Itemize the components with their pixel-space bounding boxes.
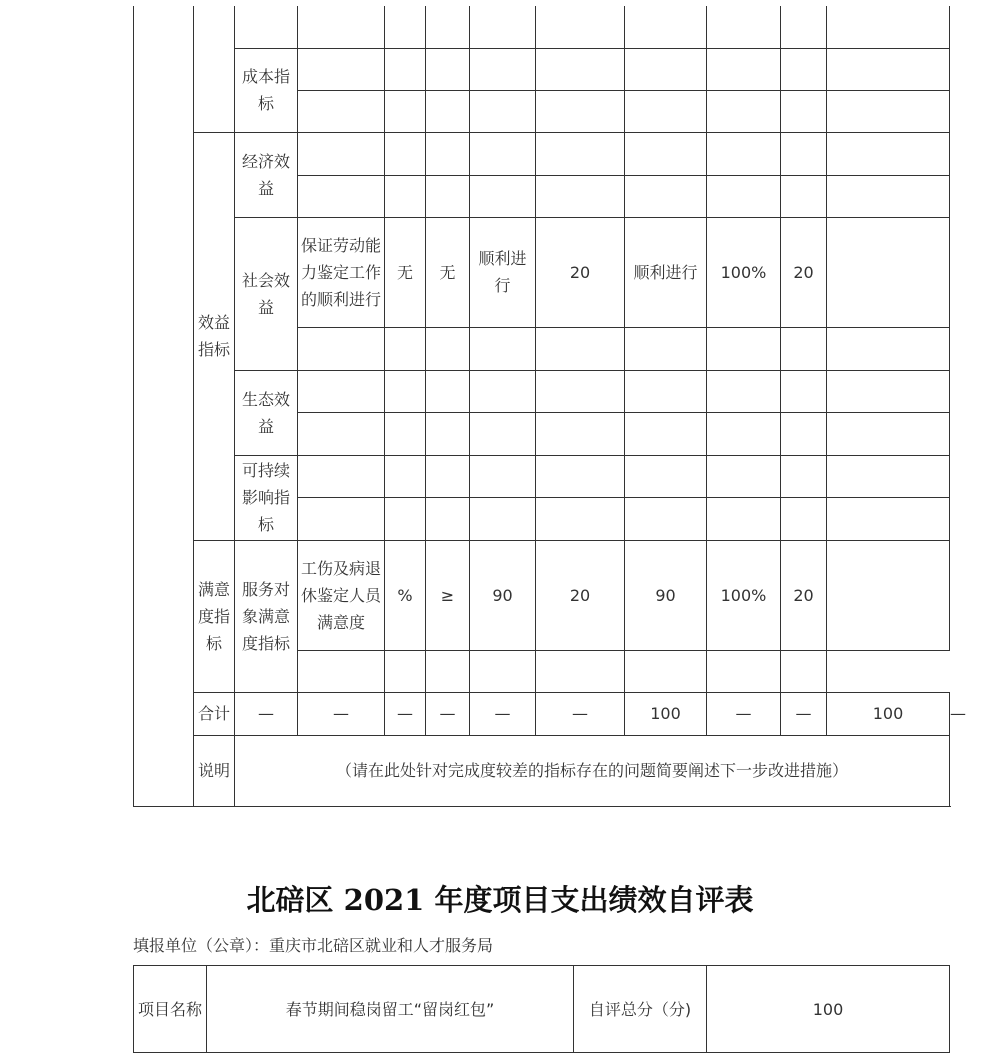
satisfaction-symbol: ≥: [426, 540, 470, 650]
blank-cell: [298, 90, 385, 132]
blank-cell: [426, 6, 470, 48]
blank-cell: [298, 412, 385, 455]
total-label: 合计: [194, 692, 235, 735]
dash-cell: —: [781, 692, 827, 735]
blank-cell: [470, 48, 536, 90]
social-rate: 100%: [707, 217, 781, 327]
blank-cell: [625, 497, 707, 540]
social-unit: 无: [385, 217, 426, 327]
blank-cell: [827, 455, 950, 497]
blank-cell: [470, 370, 536, 412]
blank-cell: [707, 90, 781, 132]
blank-cell: [781, 6, 827, 48]
blank-cell: [827, 48, 950, 90]
blank-cell: [781, 48, 827, 90]
blank-cell: [827, 370, 950, 412]
service-satisfaction-label: 服务对象满意度指标: [235, 540, 298, 692]
blank-cell: [536, 6, 625, 48]
social-indicator: 保证劳动能力鉴定工作的顺利进行: [298, 217, 385, 327]
blank-cell: [298, 650, 385, 692]
blank-cell: [426, 175, 470, 217]
social-score: 20: [781, 217, 827, 327]
blank-cell: [625, 48, 707, 90]
satisfaction-rate: 100%: [707, 540, 781, 650]
blank-cell: [707, 132, 781, 175]
blank-cell: [194, 6, 235, 132]
blank-cell: [781, 90, 827, 132]
blank-cell: [827, 90, 950, 132]
blank-cell: [298, 455, 385, 497]
sustainable-impact-label: 可持续影响指标: [235, 455, 298, 540]
blank-cell: [707, 175, 781, 217]
blank-cell: [385, 650, 426, 692]
reporting-unit: 填报单位（公章）：重庆市北碚区就业和人才服务局: [133, 936, 494, 955]
blank-cell: [426, 412, 470, 455]
blank-cell: [426, 455, 470, 497]
blank-cell: [298, 370, 385, 412]
blank-cell: [470, 175, 536, 217]
blank-cell: [781, 132, 827, 175]
blank-cell: [707, 650, 781, 692]
blank-cell: [781, 412, 827, 455]
blank-cell: [781, 497, 827, 540]
blank-cell: [536, 90, 625, 132]
blank-cell: [385, 412, 426, 455]
benefit-indicator-label: 效益指标: [194, 132, 235, 540]
note-text: （请在此处针对完成度较差的指标存在的问题简要阐述下一步改进措施）: [235, 735, 950, 806]
blank-cell: [827, 132, 950, 175]
blank-cell: [470, 132, 536, 175]
blank-cell: [426, 370, 470, 412]
blank-cell: [134, 6, 194, 806]
cost-indicator-label: 成本指标: [235, 48, 298, 132]
blank-cell: [625, 175, 707, 217]
blank-cell: [385, 48, 426, 90]
satisfaction-weight: 20: [536, 540, 625, 650]
satisfaction-unit: %: [385, 540, 426, 650]
blank-cell: [426, 650, 470, 692]
project-summary-table: [133, 965, 950, 1053]
dash-cell: —: [536, 692, 625, 735]
social-actual: 顺利进行: [625, 217, 707, 327]
blank-cell: [298, 48, 385, 90]
blank-cell: [536, 370, 625, 412]
blank-cell: [707, 48, 781, 90]
ecological-benefit-label: 生态效益: [235, 370, 298, 455]
blank-cell: [470, 6, 536, 48]
blank-cell: [470, 90, 536, 132]
social-benefit-label: 社会效益: [235, 217, 298, 370]
blank-cell: [707, 412, 781, 455]
blank-cell: [536, 175, 625, 217]
project-name-label: 项目名称: [134, 966, 207, 1053]
social-target: 顺利进行: [470, 217, 536, 327]
blank-cell: [470, 497, 536, 540]
blank-cell: [625, 132, 707, 175]
dash-cell: —: [298, 692, 385, 735]
blank-cell: [235, 6, 298, 48]
satisfaction-target: 90: [470, 540, 536, 650]
self-score-label: 自评总分（分): [574, 966, 707, 1053]
satisfaction-indicator: 工伤及病退休鉴定人员满意度: [298, 540, 385, 650]
blank-cell: [298, 497, 385, 540]
dash-cell: —: [470, 692, 536, 735]
blank-cell: [781, 175, 827, 217]
dash-cell: —: [235, 692, 298, 735]
blank-cell: [385, 132, 426, 175]
dash-cell: —: [426, 692, 470, 735]
blank-cell: [385, 327, 426, 370]
blank-cell: [827, 497, 950, 540]
blank-cell: [707, 6, 781, 48]
blank-cell: [470, 412, 536, 455]
blank-cell: [781, 455, 827, 497]
blank-cell: [536, 650, 625, 692]
blank-cell: [298, 132, 385, 175]
social-weight: 20: [536, 217, 625, 327]
blank-cell: [470, 455, 536, 497]
form-title: 北碚区 2021 年度项目支出绩效自评表: [246, 883, 754, 917]
satisfaction-indicator-label: 满意度指标: [194, 540, 235, 692]
dash-cell: —: [385, 692, 426, 735]
blank-cell: [298, 6, 385, 48]
economic-benefit-label: 经济效益: [235, 132, 298, 217]
blank-cell: [827, 6, 950, 48]
blank-cell: [426, 132, 470, 175]
blank-cell: [536, 48, 625, 90]
blank-cell: [781, 650, 827, 692]
blank-cell: [707, 370, 781, 412]
blank-cell: [536, 327, 625, 370]
blank-cell: [625, 6, 707, 48]
dash-cell: —: [707, 692, 781, 735]
blank-cell: [385, 370, 426, 412]
blank-cell: [470, 327, 536, 370]
blank-cell: [625, 370, 707, 412]
blank-cell: [827, 327, 950, 370]
blank-cell: [707, 327, 781, 370]
project-name: 春节期间稳岗留工“留岗红包”: [207, 966, 574, 1053]
social-symbol: 无: [426, 217, 470, 327]
satisfaction-actual: 90: [625, 540, 707, 650]
satisfaction-score: 20: [781, 540, 827, 650]
blank-cell: [385, 175, 426, 217]
blank-cell: [707, 497, 781, 540]
blank-cell: [536, 132, 625, 175]
blank-cell: [827, 540, 950, 650]
blank-cell: [625, 327, 707, 370]
blank-cell: [470, 650, 536, 692]
blank-cell: [385, 497, 426, 540]
blank-cell: [781, 327, 827, 370]
blank-cell: [426, 327, 470, 370]
total-score: 100: [827, 692, 950, 735]
blank-cell: [385, 455, 426, 497]
blank-cell: [827, 175, 950, 217]
blank-cell: [298, 327, 385, 370]
blank-cell: [385, 90, 426, 132]
blank-cell: [298, 175, 385, 217]
blank-cell: [536, 412, 625, 455]
blank-cell: [426, 48, 470, 90]
blank-cell: [536, 455, 625, 497]
blank-cell: [827, 412, 950, 455]
blank-cell: [426, 90, 470, 132]
performance-indicator-table: 成本指标 效益指标 经济效益 社会效益 保证劳动能力鉴定工作的顺利进行 无 无 顺利进行 20 顺利进行 100% 20 生态效益 可持续影响指标 满意度指标 服务对象满意度指标 工伤及病退休鉴定人员满意度 % ≥ 90 20 90 100% 20 合计 — — — — — — 100 — — 100 — 说明 （请在此处针对完成度较差的指标存在的问题简要阐述下一步改进措施）: [133, 6, 950, 807]
blank-cell: [426, 497, 470, 540]
self-score-value: 100: [707, 966, 950, 1053]
blank-cell: [625, 455, 707, 497]
blank-cell: [781, 370, 827, 412]
blank-cell: [385, 6, 426, 48]
blank-cell: [625, 90, 707, 132]
blank-cell: [707, 455, 781, 497]
blank-cell: [625, 650, 707, 692]
blank-cell: [536, 497, 625, 540]
total-weight: 100: [625, 692, 707, 735]
blank-cell: [827, 217, 950, 327]
blank-cell: [625, 412, 707, 455]
note-label: 说明: [194, 735, 235, 806]
